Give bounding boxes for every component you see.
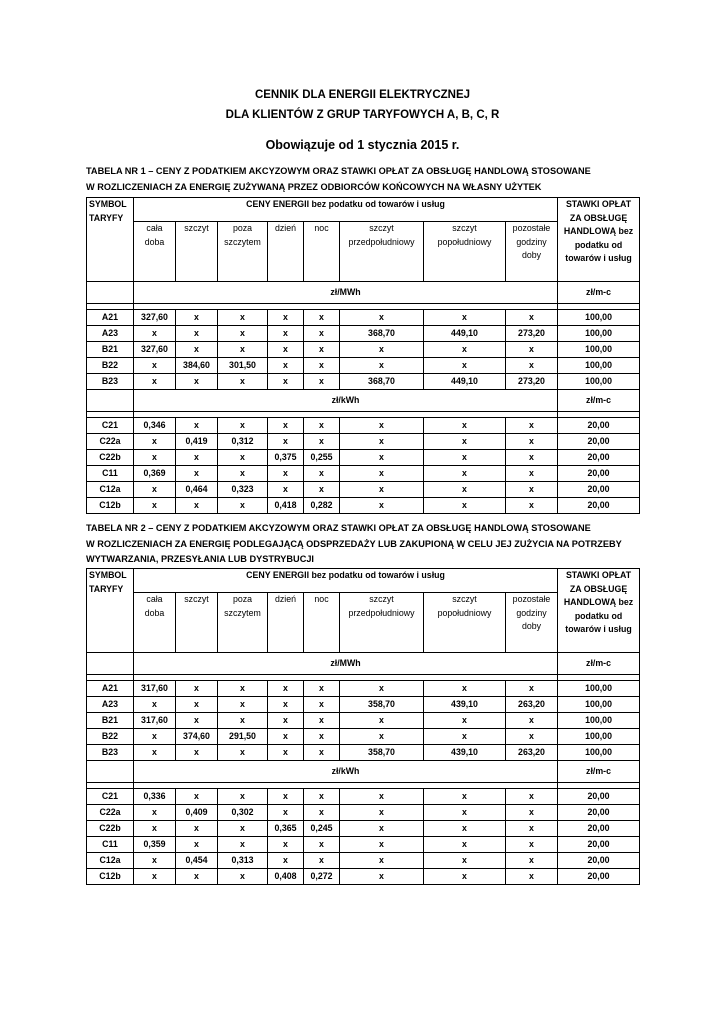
price-value: x: [176, 418, 218, 434]
price-value: x: [340, 681, 424, 697]
price-value: 0,346: [134, 418, 176, 434]
table1-caption: [86, 164, 646, 195]
price-value: 0,408: [268, 869, 304, 885]
price-value: x: [506, 869, 558, 885]
price-value: x: [424, 418, 506, 434]
price-value: x: [176, 713, 218, 729]
price-value: 358,70: [340, 745, 424, 761]
price-value: x: [506, 310, 558, 326]
table-row: [87, 681, 640, 697]
table-row: [87, 789, 640, 805]
price-value: x: [268, 729, 304, 745]
price-value: x: [506, 837, 558, 853]
price-value: x: [424, 498, 506, 514]
table2-caption-line3: WYTWARZANIA, PRZESYŁANIA LUB DYSTRYBUCJI: [86, 554, 314, 564]
price-value: 0,312: [218, 434, 268, 450]
symbol-header: SYMBOL TARYFY: [87, 198, 134, 282]
price-value: x: [424, 853, 506, 869]
fee-value: 20,00: [558, 482, 640, 498]
price-value: x: [424, 869, 506, 885]
price-value: x: [304, 342, 340, 358]
price-value: x: [218, 310, 268, 326]
price-value: x: [268, 374, 304, 390]
price-value: x: [506, 466, 558, 482]
col-header: szczyt przedpołudniowy: [340, 593, 424, 653]
price-value: x: [134, 729, 176, 745]
price-value: x: [268, 789, 304, 805]
fee-value: 100,00: [558, 326, 640, 342]
price-value: x: [176, 450, 218, 466]
unit-fee: zł/m-c: [558, 761, 640, 783]
unit-kwh: zł/kWh: [134, 761, 558, 783]
table-row: [87, 434, 640, 450]
price-value: x: [506, 450, 558, 466]
price-value: 368,70: [340, 374, 424, 390]
price-value: 0,464: [176, 482, 218, 498]
price-value: x: [268, 434, 304, 450]
tariff-symbol: A21: [87, 681, 134, 697]
price-value: 439,10: [424, 697, 506, 713]
fee-value: 20,00: [558, 853, 640, 869]
price-value: 0,302: [218, 805, 268, 821]
price-value: x: [176, 789, 218, 805]
price-value: x: [340, 837, 424, 853]
price-table-2: [86, 568, 640, 885]
fee-value: 100,00: [558, 697, 640, 713]
table-row: [87, 482, 640, 498]
doc-title-line1: CENNIK DLA ENERGII ELEKTRYCZNEJ: [254, 89, 471, 101]
price-value: 0,419: [176, 434, 218, 450]
price-value: x: [424, 482, 506, 498]
col-header: szczyt przedpołudniowy: [340, 222, 424, 282]
col-header: szczyt popołudniowy: [424, 593, 506, 653]
col-header: poza szczytem: [218, 593, 268, 653]
price-value: 0,365: [268, 821, 304, 837]
unit-mwh: zł/MWh: [134, 653, 558, 675]
tariff-symbol: B23: [87, 374, 134, 390]
tariff-symbol: B22: [87, 358, 134, 374]
price-value: x: [340, 805, 424, 821]
col-header: cała doba: [134, 593, 176, 653]
price-value: x: [340, 729, 424, 745]
col-header: pozostałe godziny doby: [506, 593, 558, 653]
valid-from: Obowiązuje od 1 stycznia 2015 r.: [265, 138, 460, 152]
price-value: 0,272: [304, 869, 340, 885]
price-value: x: [304, 837, 340, 853]
col-header: szczyt: [176, 222, 218, 282]
price-value: 301,50: [218, 358, 268, 374]
col-header: dzień: [268, 593, 304, 653]
price-value: x: [304, 418, 340, 434]
price-value: x: [176, 374, 218, 390]
price-value: 374,60: [176, 729, 218, 745]
price-value: x: [424, 713, 506, 729]
price-value: x: [176, 869, 218, 885]
fee-value: 100,00: [558, 745, 640, 761]
price-value: x: [340, 869, 424, 885]
price-value: x: [424, 729, 506, 745]
tariff-symbol: C11: [87, 466, 134, 482]
tariff-symbol: C22a: [87, 805, 134, 821]
price-value: x: [424, 450, 506, 466]
price-value: x: [218, 342, 268, 358]
price-value: x: [340, 342, 424, 358]
tariff-symbol: C21: [87, 418, 134, 434]
price-value: x: [506, 482, 558, 498]
price-value: x: [176, 498, 218, 514]
fee-value: 20,00: [558, 837, 640, 853]
fee-value: 20,00: [558, 434, 640, 450]
price-value: 317,60: [134, 713, 176, 729]
col-header: poza szczytem: [218, 222, 268, 282]
price-value: x: [304, 729, 340, 745]
price-value: x: [304, 326, 340, 342]
price-value: x: [176, 310, 218, 326]
tariff-symbol: C22b: [87, 821, 134, 837]
table-row: [87, 450, 640, 466]
price-value: x: [304, 482, 340, 498]
price-value: x: [340, 450, 424, 466]
price-value: x: [506, 418, 558, 434]
price-value: x: [218, 681, 268, 697]
price-value: x: [218, 697, 268, 713]
table-row: [87, 310, 640, 326]
tariff-symbol: C12a: [87, 482, 134, 498]
price-value: x: [134, 498, 176, 514]
col-header: szczyt: [176, 593, 218, 653]
price-value: 263,20: [506, 745, 558, 761]
price-value: x: [134, 821, 176, 837]
table-row: [87, 342, 640, 358]
price-value: x: [340, 498, 424, 514]
price-value: x: [506, 853, 558, 869]
price-value: x: [340, 482, 424, 498]
price-value: x: [340, 853, 424, 869]
price-value: 0,255: [304, 450, 340, 466]
price-value: x: [268, 805, 304, 821]
price-value: 317,60: [134, 681, 176, 697]
price-value: x: [340, 713, 424, 729]
table-row: [87, 498, 640, 514]
price-value: x: [268, 418, 304, 434]
tariff-symbol: C22b: [87, 450, 134, 466]
unit-fee: zł/m-c: [558, 390, 640, 412]
tariff-symbol: B22: [87, 729, 134, 745]
unit-fee: zł/m-c: [558, 282, 640, 304]
price-value: x: [218, 713, 268, 729]
price-value: x: [424, 805, 506, 821]
tariff-symbol: C11: [87, 837, 134, 853]
fee-value: 20,00: [558, 466, 640, 482]
table-row: [87, 326, 640, 342]
price-value: x: [268, 837, 304, 853]
price-value: x: [176, 745, 218, 761]
price-value: 449,10: [424, 326, 506, 342]
price-value: x: [268, 681, 304, 697]
price-value: x: [506, 789, 558, 805]
fee-value: 20,00: [558, 450, 640, 466]
price-value: x: [134, 326, 176, 342]
price-value: x: [218, 745, 268, 761]
symbol-header: SYMBOL TARYFY: [87, 569, 134, 653]
energy-prices-header: CENY ENERGII bez podatku od towarów i usług: [134, 198, 558, 222]
price-value: x: [134, 482, 176, 498]
tariff-symbol: C12b: [87, 498, 134, 514]
tariff-symbol: B21: [87, 713, 134, 729]
price-value: x: [268, 326, 304, 342]
unit-mwh: zł/MWh: [134, 282, 558, 304]
price-value: x: [218, 837, 268, 853]
price-value: x: [506, 805, 558, 821]
table1-caption-line1: TABELA NR 1 – CENY Z PODATKIEM AKCYZOWYM ORAZ STAWKI OPŁAT ZA OBSŁUGĘ HANDLOWĄ STOSOWANE: [86, 166, 591, 176]
price-value: 0,323: [218, 482, 268, 498]
table-row: [87, 821, 640, 837]
price-value: x: [176, 342, 218, 358]
price-value: x: [506, 729, 558, 745]
table2-caption-line2: W ROZLICZENIACH ZA ENERGIĘ PODLEGAJĄCĄ ODSPRZEDAŻY LUB ZAKUPIONĄ W CELU JEJ ZUŻYCIA NA POTRZEBY: [86, 538, 622, 549]
price-value: x: [218, 466, 268, 482]
price-value: 273,20: [506, 374, 558, 390]
fee-value: 100,00: [558, 713, 640, 729]
price-value: x: [506, 358, 558, 374]
price-value: x: [304, 466, 340, 482]
price-value: 0,454: [176, 853, 218, 869]
fee-value: 100,00: [558, 342, 640, 358]
price-value: x: [304, 374, 340, 390]
price-value: x: [134, 805, 176, 821]
table-row: [87, 358, 640, 374]
price-value: x: [134, 434, 176, 450]
price-value: x: [424, 342, 506, 358]
price-value: x: [218, 326, 268, 342]
price-value: x: [304, 681, 340, 697]
price-value: x: [304, 745, 340, 761]
col-header: dzień: [268, 222, 304, 282]
price-value: x: [506, 498, 558, 514]
price-value: x: [176, 326, 218, 342]
price-value: x: [134, 745, 176, 761]
table2-caption-line1: TABELA NR 2 – CENY Z PODATKIEM AKCYZOWYM ORAZ STAWKI OPŁAT ZA OBSŁUGĘ HANDLOWĄ STOSOWANE: [86, 523, 591, 533]
col-header: noc: [304, 593, 340, 653]
fee-header: STAWKI OPŁAT ZA OBSŁUGĘ HANDLOWĄ bez podatku od towarów i usług: [558, 569, 640, 653]
col-header: pozostałe godziny doby: [506, 222, 558, 282]
doc-title-line2: DLA KLIENTÓW Z GRUP TARYFOWYCH A, B, C, R: [225, 109, 500, 121]
tariff-symbol: A21: [87, 310, 134, 326]
price-value: x: [134, 853, 176, 869]
fee-value: 20,00: [558, 418, 640, 434]
fee-value: 20,00: [558, 821, 640, 837]
price-value: x: [506, 342, 558, 358]
fee-value: 100,00: [558, 358, 640, 374]
price-value: x: [268, 342, 304, 358]
price-value: x: [340, 789, 424, 805]
unit-kwh: zł/kWh: [134, 390, 558, 412]
fee-value: 20,00: [558, 789, 640, 805]
table-row: [87, 418, 640, 434]
fee-value: 20,00: [558, 869, 640, 885]
table-row: [87, 713, 640, 729]
price-value: 327,60: [134, 342, 176, 358]
price-value: x: [424, 358, 506, 374]
price-value: 358,70: [340, 697, 424, 713]
table-row: [87, 745, 640, 761]
price-value: x: [268, 697, 304, 713]
price-value: x: [218, 789, 268, 805]
price-value: x: [218, 418, 268, 434]
price-value: x: [176, 837, 218, 853]
price-value: x: [218, 498, 268, 514]
price-value: 0,375: [268, 450, 304, 466]
price-value: x: [268, 713, 304, 729]
price-value: x: [134, 374, 176, 390]
price-value: x: [268, 466, 304, 482]
price-value: x: [268, 482, 304, 498]
price-value: x: [304, 713, 340, 729]
price-value: 439,10: [424, 745, 506, 761]
price-value: 263,20: [506, 697, 558, 713]
col-header: cała doba: [134, 222, 176, 282]
tariff-symbol: C12a: [87, 853, 134, 869]
price-value: 291,50: [218, 729, 268, 745]
price-value: x: [304, 358, 340, 374]
price-value: 273,20: [506, 326, 558, 342]
price-value: 0,369: [134, 466, 176, 482]
price-value: x: [424, 837, 506, 853]
price-value: 0,282: [304, 498, 340, 514]
table2-caption: [86, 521, 646, 568]
price-value: x: [424, 466, 506, 482]
price-value: x: [340, 418, 424, 434]
unit-fee: zł/m-c: [558, 653, 640, 675]
price-value: x: [268, 310, 304, 326]
price-value: x: [134, 450, 176, 466]
fee-value: 100,00: [558, 310, 640, 326]
tariff-symbol: C12b: [87, 869, 134, 885]
price-value: x: [304, 434, 340, 450]
price-value: x: [340, 358, 424, 374]
table-row: [87, 374, 640, 390]
price-value: x: [268, 853, 304, 869]
price-value: x: [218, 374, 268, 390]
price-value: x: [134, 869, 176, 885]
price-value: x: [176, 821, 218, 837]
fee-header: STAWKI OPŁAT ZA OBSŁUGĘ HANDLOWĄ bez podatku od towarów i usług: [558, 198, 640, 282]
tariff-symbol: A23: [87, 326, 134, 342]
fee-value: 100,00: [558, 681, 640, 697]
price-value: x: [340, 310, 424, 326]
price-value: x: [424, 681, 506, 697]
price-value: x: [218, 821, 268, 837]
energy-prices-header: CENY ENERGII bez podatku od towarów i usług: [134, 569, 558, 593]
tariff-symbol: C22a: [87, 434, 134, 450]
price-value: x: [506, 713, 558, 729]
price-value: x: [304, 789, 340, 805]
price-value: x: [304, 805, 340, 821]
price-value: x: [304, 853, 340, 869]
price-value: x: [268, 745, 304, 761]
price-value: x: [506, 681, 558, 697]
tariff-symbol: C21: [87, 789, 134, 805]
fee-value: 20,00: [558, 498, 640, 514]
price-value: x: [424, 434, 506, 450]
price-value: 327,60: [134, 310, 176, 326]
price-value: 368,70: [340, 326, 424, 342]
price-value: x: [304, 310, 340, 326]
price-value: x: [506, 821, 558, 837]
price-value: x: [218, 450, 268, 466]
price-value: x: [506, 434, 558, 450]
price-value: x: [340, 821, 424, 837]
price-value: x: [268, 358, 304, 374]
col-header: noc: [304, 222, 340, 282]
table-row: [87, 869, 640, 885]
table-row: [87, 837, 640, 853]
col-header: szczyt popołudniowy: [424, 222, 506, 282]
price-value: x: [424, 310, 506, 326]
price-value: x: [340, 466, 424, 482]
fee-value: 20,00: [558, 805, 640, 821]
price-value: x: [304, 697, 340, 713]
price-value: 0,409: [176, 805, 218, 821]
price-value: x: [340, 434, 424, 450]
price-value: 0,418: [268, 498, 304, 514]
table-row: [87, 466, 640, 482]
tariff-symbol: B23: [87, 745, 134, 761]
fee-value: 100,00: [558, 729, 640, 745]
price-value: 449,10: [424, 374, 506, 390]
price-value: 0,245: [304, 821, 340, 837]
price-table-1: [86, 197, 640, 514]
price-value: 0,336: [134, 789, 176, 805]
table-row: [87, 697, 640, 713]
price-value: 0,359: [134, 837, 176, 853]
price-value: x: [424, 821, 506, 837]
table-row: [87, 853, 640, 869]
table-row: [87, 729, 640, 745]
fee-value: 100,00: [558, 374, 640, 390]
price-value: 0,313: [218, 853, 268, 869]
tariff-symbol: A23: [87, 697, 134, 713]
price-value: x: [218, 869, 268, 885]
table-row: [87, 805, 640, 821]
price-value: x: [424, 789, 506, 805]
price-value: x: [176, 466, 218, 482]
price-value: 384,60: [176, 358, 218, 374]
price-value: x: [134, 697, 176, 713]
price-value: x: [134, 358, 176, 374]
price-value: x: [176, 697, 218, 713]
price-value: x: [176, 681, 218, 697]
table1-caption-line2: W ROZLICZENIACH ZA ENERGIĘ ZUŻYWANĄ PRZEZ ODBIORCÓW KOŃCOWYCH NA WŁASNY UŻYTEK: [86, 181, 542, 192]
tariff-symbol: B21: [87, 342, 134, 358]
